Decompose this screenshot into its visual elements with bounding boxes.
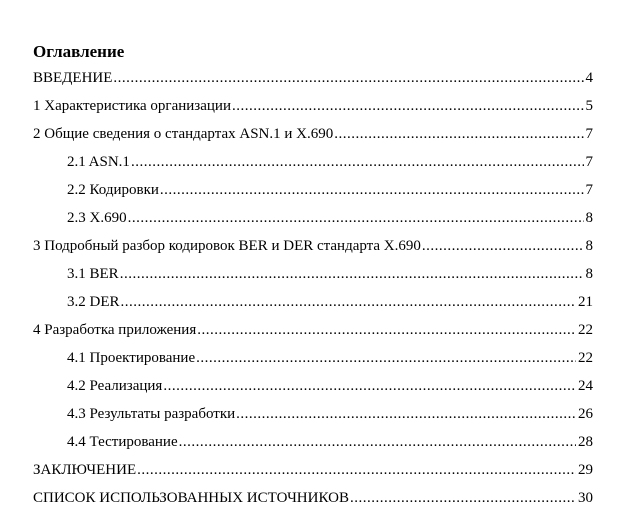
toc-dot-leader — [236, 405, 576, 423]
toc-page-number: 29 — [578, 462, 593, 478]
toc-entry-section-4-1[interactable] — [67, 347, 593, 367]
toc-dot-leader — [163, 377, 576, 395]
toc-title: Оглавление — [33, 42, 125, 61]
toc-entry-text: 3 Подробный разбор кодировок BER и DER стандарта X.690 — [33, 238, 421, 254]
toc-page-number: 21 — [578, 294, 593, 310]
toc-page-number: 7 — [585, 126, 593, 142]
toc-page-number: 28 — [578, 434, 593, 450]
toc-entry-section-4-2[interactable] — [67, 375, 593, 395]
toc-entry-text: 3.2 DER — [67, 294, 120, 310]
toc-dot-leader — [160, 181, 584, 199]
toc-page-number: 7 — [585, 182, 593, 198]
toc-entry-section-4-4[interactable] — [67, 431, 593, 451]
toc-page-number: 22 — [578, 322, 593, 338]
toc-entry-text: 3.1 BER — [67, 266, 119, 282]
toc-entry-text: 4.4 Тестирование — [67, 434, 178, 450]
toc-dot-leader — [422, 237, 584, 255]
toc-dot-leader — [334, 125, 583, 143]
toc-entry-text: 4.2 Реализация — [67, 378, 163, 394]
toc-entry-text: 4 Разработка приложения — [33, 322, 197, 338]
toc-page-number: 8 — [585, 266, 593, 282]
toc-page-number: 26 — [578, 406, 593, 422]
toc-dot-leader — [131, 153, 584, 171]
toc-entry-section-3-2[interactable] — [67, 291, 593, 311]
toc-entry-text: ЗАКЛЮЧЕНИЕ — [33, 462, 137, 478]
toc-dot-leader — [350, 489, 576, 507]
toc-entry-section-1[interactable] — [33, 95, 593, 115]
toc-page-number: 5 — [585, 98, 593, 114]
toc-entry-introduction[interactable] — [33, 67, 593, 87]
toc-entry-text: ВВЕДЕНИЕ — [33, 70, 113, 86]
toc-entry-section-3-1[interactable] — [67, 263, 593, 283]
toc-entry-section-2[interactable] — [33, 123, 593, 143]
toc-entry-section-4[interactable] — [33, 319, 593, 339]
toc-page-number: 22 — [578, 350, 593, 366]
toc-entry-references[interactable] — [33, 487, 593, 507]
toc-dot-leader — [197, 321, 576, 339]
toc-entry-text: СПИСОК ИСПОЛЬЗОВАННЫХ ИСТОЧНИКОВ — [33, 490, 349, 506]
toc-page-number: 4 — [585, 70, 593, 86]
toc-page-number: 24 — [578, 378, 593, 394]
toc-entry-section-2-1[interactable] — [67, 151, 593, 171]
toc-dot-leader — [196, 349, 576, 367]
toc-entry-text: 1 Характеристика организации — [33, 98, 231, 114]
toc-entry-conclusion[interactable] — [33, 459, 593, 479]
toc-dot-leader — [120, 265, 584, 283]
toc-dot-leader — [121, 293, 577, 311]
toc-dot-leader — [113, 69, 583, 87]
toc-entry-text: 2 Общие сведения о стандартах ASN.1 и X.690 — [33, 126, 334, 142]
toc-entry-text: 2.1 ASN.1 — [67, 154, 130, 170]
toc-entry-text: 4.1 Проектирование — [67, 350, 196, 366]
toc-entry-section-2-2[interactable] — [67, 179, 593, 199]
toc-dot-leader — [128, 209, 584, 227]
toc-page-number: 30 — [578, 490, 593, 506]
toc-entry-section-3[interactable] — [33, 235, 593, 255]
toc-page-number: 8 — [585, 238, 593, 254]
toc-page-number: 8 — [585, 210, 593, 226]
toc-dot-leader — [232, 97, 584, 115]
toc-entry-section-4-3[interactable] — [67, 403, 593, 423]
toc-entry-text: 2.2 Кодировки — [67, 182, 159, 198]
toc-entry-section-2-3[interactable] — [67, 207, 593, 227]
toc-dot-leader — [179, 433, 576, 451]
toc-entry-text: 2.3 X.690 — [67, 210, 127, 226]
toc-entry-text: 4.3 Результаты разработки — [67, 406, 236, 422]
toc-page-number: 7 — [585, 154, 593, 170]
toc-dot-leader — [137, 461, 576, 479]
